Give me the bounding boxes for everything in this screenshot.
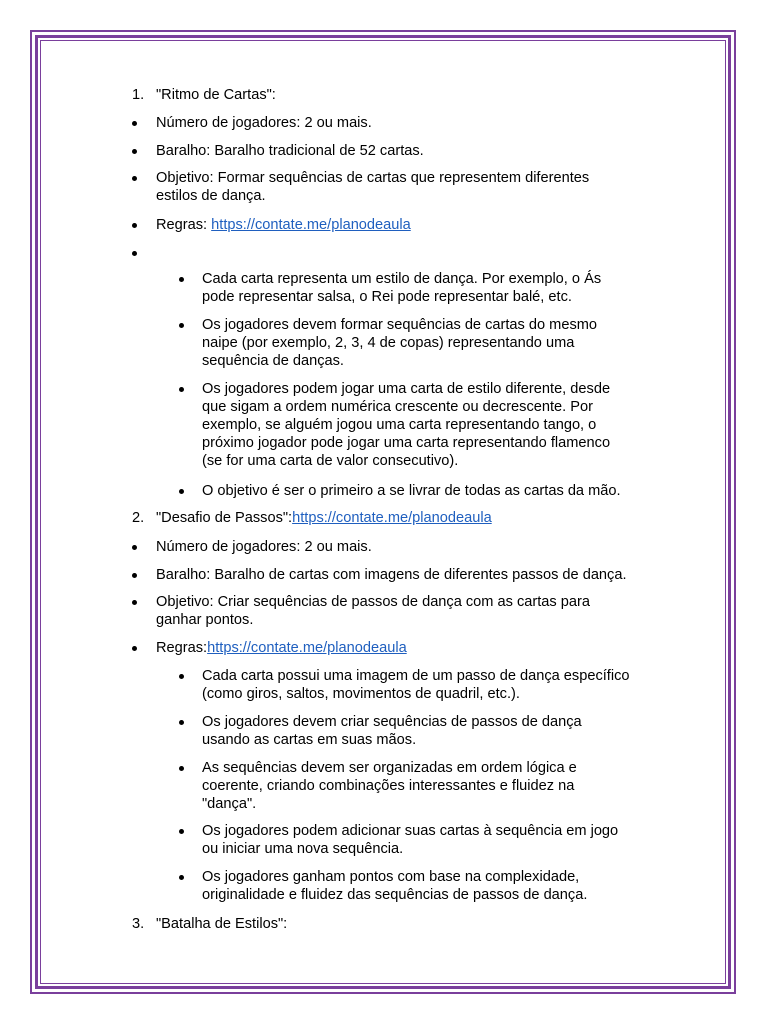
bullet-dot bbox=[132, 646, 137, 651]
sub-list-item: O objetivo é ser o primeiro a se livrar de todas as cartas da mão. bbox=[202, 483, 621, 499]
sub-list-item: Os jogadores devem formar sequências de cartas do mesmo bbox=[202, 317, 598, 333]
bullet-dot bbox=[132, 121, 137, 126]
sub-bullet-dot bbox=[179, 277, 184, 282]
sub-bullet-dot bbox=[179, 720, 184, 725]
sub-bullet-dot bbox=[179, 829, 184, 834]
sub-list-item-continued: (como giros, saltos, movimentos de quadril, etc.). bbox=[202, 686, 520, 702]
section-2-number: 2. bbox=[132, 510, 145, 526]
list-item: Baralho: Baralho de cartas com imagens de diferentes passos de dança. bbox=[156, 567, 627, 583]
rules-label: Regras: bbox=[156, 640, 208, 656]
sub-list-item: Cada carta representa um estilo de dança. Por exemplo, o Ás bbox=[202, 271, 602, 287]
list-item: Baralho: Baralho tradicional de 52 cartas. bbox=[156, 143, 424, 159]
sub-bullet-dot bbox=[179, 766, 184, 771]
rules-item bbox=[156, 216, 411, 234]
bullet-dot bbox=[132, 223, 137, 228]
list-item: Objetivo: Criar sequências de passos de dança com as cartas para bbox=[156, 594, 590, 610]
sub-list-item-continued: coerente, criando combinações interessantes e fluidez na bbox=[202, 778, 575, 794]
section-3-title: "Batalha de Estilos": bbox=[156, 916, 288, 932]
sub-list-item-continued: naipe (por exemplo, 2, 3, 4 de copas) representando uma bbox=[202, 335, 575, 351]
rules-link[interactable]: https://contate.me/planodeaula bbox=[207, 640, 407, 656]
list-item: Número de jogadores: 2 ou mais. bbox=[156, 539, 372, 555]
sub-list-item-continued: ou iniciar uma nova sequência. bbox=[202, 841, 404, 857]
sub-list-item: Os jogadores podem jogar uma carta de estilo diferente, desde bbox=[202, 381, 611, 397]
sub-list-item-continued: originalidade e fluidez das sequências de passos de dança. bbox=[202, 887, 588, 903]
bullet-dot bbox=[132, 600, 137, 605]
sub-list-item: Os jogadores ganham pontos com base na complexidade, bbox=[202, 869, 580, 885]
sub-list-item: As sequências devem ser organizadas em ordem lógica e bbox=[202, 760, 577, 776]
rules-link[interactable]: https://contate.me/planodeaula bbox=[211, 217, 411, 233]
bullet-dot bbox=[132, 573, 137, 578]
sub-list-item: Cada carta possui uma imagem de um passo de dança específico bbox=[202, 668, 630, 684]
bullet-dot bbox=[132, 251, 137, 256]
sub-bullet-dot bbox=[179, 674, 184, 679]
sub-list-item-continued: usando as cartas em suas mãos. bbox=[202, 732, 417, 748]
section-2-link[interactable]: https://contate.me/planodeaula bbox=[292, 510, 492, 526]
sub-list-item: Os jogadores podem adicionar suas cartas à sequência em jogo bbox=[202, 823, 619, 839]
sub-list-item-continued: que sigam a ordem numérica crescente ou decrescente. Por bbox=[202, 399, 593, 415]
section-1-number: 1. bbox=[132, 87, 145, 103]
sub-list-item-continued: (se for uma carta de valor consecutivo). bbox=[202, 453, 459, 469]
sub-bullet-dot bbox=[179, 875, 184, 880]
list-item-continued: estilos de dança. bbox=[156, 188, 266, 204]
bullet-dot bbox=[132, 545, 137, 550]
sub-list-item-continued: pode representar salsa, o Rei pode representar balé, etc. bbox=[202, 289, 572, 305]
sub-list-item-continued: sequência de danças. bbox=[202, 353, 344, 369]
sub-bullet-dot bbox=[179, 489, 184, 494]
sub-list-item-continued: "dança". bbox=[202, 796, 257, 812]
sub-list-item: Os jogadores devem criar sequências de passos de dança bbox=[202, 714, 582, 730]
list-item-continued: ganhar pontos. bbox=[156, 612, 254, 628]
section-2-title: "Desafio de Passos": bbox=[156, 510, 293, 526]
rules-item bbox=[156, 639, 407, 657]
list-item: Objetivo: Formar sequências de cartas que representem diferentes bbox=[156, 170, 590, 186]
rules-label: Regras: bbox=[156, 217, 212, 233]
bullet-dot bbox=[132, 176, 137, 181]
sub-list-item-continued: exemplo, se alguém jogou uma carta representando tango, o bbox=[202, 417, 597, 433]
sub-bullet-dot bbox=[179, 387, 184, 392]
section-3-number: 3. bbox=[132, 916, 145, 932]
sub-list-item-continued: próximo jogador pode jogar uma carta representando flamenco bbox=[202, 435, 611, 451]
section-2-title-line bbox=[156, 509, 492, 527]
section-1-title: "Ritmo de Cartas": bbox=[156, 87, 276, 103]
sub-bullet-dot bbox=[179, 323, 184, 328]
list-item: Número de jogadores: 2 ou mais. bbox=[156, 115, 372, 131]
bullet-dot bbox=[132, 149, 137, 154]
